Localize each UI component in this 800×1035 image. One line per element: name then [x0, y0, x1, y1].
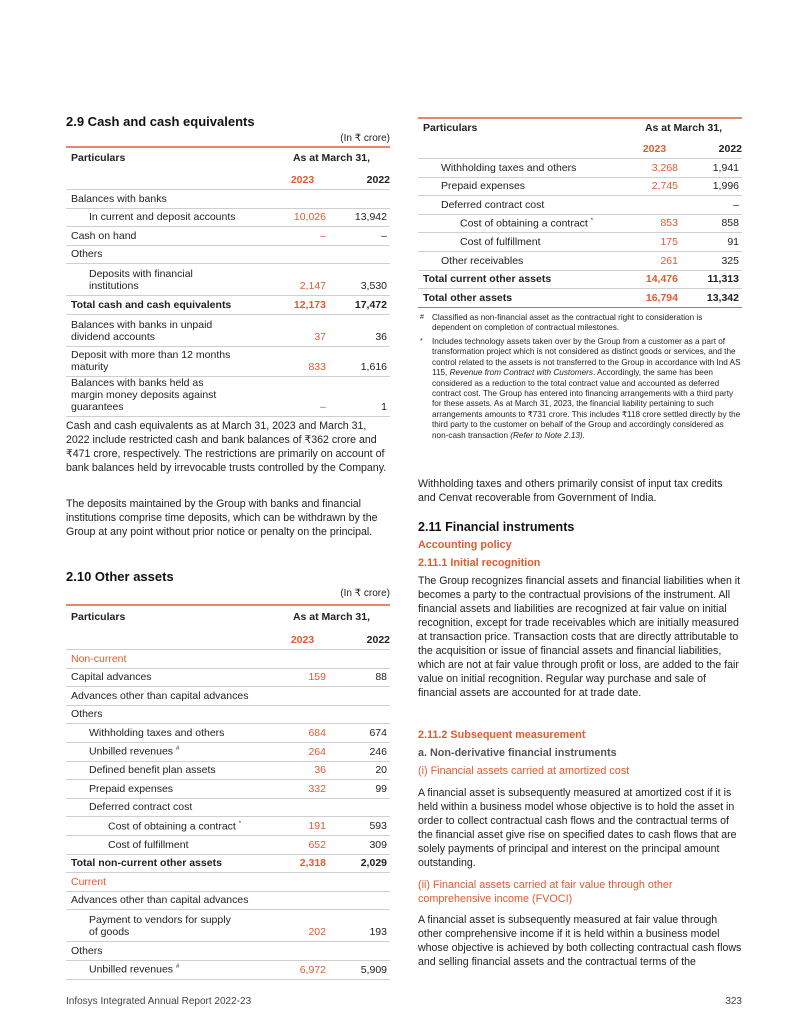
- table-row: Defined benefit plan assets 36 20: [66, 761, 390, 780]
- table-row: Deposit with more than 12 months maturity 833 1,616: [66, 347, 390, 377]
- footnote-hash: # Classified as non-financial asset as the contractual right to consideration is dependent on completion of contractual milestones.: [420, 313, 703, 333]
- table-row: In current and deposit accounts 10,026 13,942: [66, 208, 390, 227]
- year-2022: 2022: [332, 171, 390, 190]
- table-row: Advances other than capital advances: [66, 687, 390, 706]
- col-particulars: Particulars: [66, 605, 273, 631]
- table-row: Cash on hand – –: [66, 227, 390, 246]
- table-row: Deferred contract cost: [66, 798, 390, 817]
- cash-para-2: The deposits maintained by the Group with banks and financial institutions comprise time deposits, which can be withdrawn by the Group at any point without prior notice or penalty on the principal.: [66, 498, 378, 538]
- fvoci-heading: (ii) Financial assets carried at fair value through other comprehensive income (FVOCI): [418, 879, 673, 905]
- table-row: Others: [66, 942, 390, 961]
- table-row: Cost of obtaining a contract * 191 593: [66, 817, 390, 836]
- section-2-11-2-heading: 2.11.2 Subsequent measurement: [418, 729, 586, 741]
- year-2023: 2023: [273, 631, 332, 650]
- cash-table: [66, 146, 390, 417]
- year-2023: 2023: [273, 171, 332, 190]
- section-2-9-title: 2.9 Cash and cash equivalents: [66, 114, 255, 129]
- footnote-star: * Includes technology assets taken over by the Group from a customer as a part of transformation project which is not considered as distinct goods or services, and the control related to the assets is not transferred to the Group in accordance with Ind AS 115, Revenue from Contract with Customers. Accordingly, the same has been considered as a reduction to the total contract value and accounted as deferred contract cost. The Group has entered into financing arrangements with a third party for these assets. As at March 31, 2023, the financial liability pertaining to such arrangements amounts to ₹731 crore. This includes ₹118 crore settled directly by the third party to the customer on behalf of the Group and accordingly considered as non-cash transaction (Refer to Note 2.13).: [420, 337, 741, 440]
- cash-para-1: Cash and cash equivalents as at March 31, 2023 and March 31, 2022 include restricted cash and bank balances of ₹362 crore and ₹471 crore, respectively. The restrictions are primarily on account of bank balances held by irrevocable trusts controlled by the Company.: [66, 420, 387, 474]
- table-row: Balances with banks in unpaid dividend accounts 37 36: [66, 315, 390, 347]
- table-row: Payment to vendors for supply of goods 202 193: [66, 910, 390, 942]
- other-assets-table: [66, 604, 390, 980]
- table-row: Unbilled revenues # 264 246: [66, 743, 390, 762]
- col-particulars: Particulars: [418, 118, 625, 140]
- amortized-cost-heading: (i) Financial assets carried at amortized cost: [418, 765, 630, 777]
- col-asat: As at March 31,: [625, 118, 742, 140]
- col-particulars: Particulars: [66, 147, 273, 171]
- table-row: Prepaid expenses 332 99: [66, 780, 390, 799]
- table-row: Other receivables 261 325: [418, 252, 742, 271]
- non-derivative-heading: a. Non-derivative financial instruments: [418, 747, 617, 759]
- section-2-10-title: 2.10 Other assets: [66, 569, 174, 584]
- table-row-total: Total cash and cash equivalents 12,173 17,472: [66, 296, 390, 315]
- table-row: Deferred contract cost –: [418, 196, 742, 215]
- withholding-para: Withholding taxes and others primarily consist of input tax credits and Cenvat recoverable from Government of India.: [418, 478, 723, 504]
- amortized-cost-para: A financial asset is subsequently measured at amortized cost if it is held within a business model whose objective is to hold the asset in order to collect contractual cash flows and the contractual terms of the financial asset give rise on specified dates to cash flows that are solely payments of principal and interest on the principal amount outstanding.: [418, 787, 737, 869]
- table-row: Prepaid expenses 2,745 1,996: [418, 177, 742, 196]
- table-row: Withholding taxes and others 3,268 1,941: [418, 159, 742, 178]
- footer-report-title: Infosys Integrated Annual Report 2022-23: [66, 996, 252, 1007]
- table-row: Deposits with financial institutions 2,147 3,530: [66, 264, 390, 296]
- table-row: Withholding taxes and others 684 674: [66, 724, 390, 743]
- table-row: Cost of fulfillment 652 309: [66, 836, 390, 855]
- section-2-11-1-heading: 2.11.1 Initial recognition: [418, 557, 541, 569]
- year-2022: 2022: [684, 140, 742, 159]
- table-row-total: Total non-current other assets 2,318 2,029: [66, 854, 390, 873]
- table-row: Cost of obtaining a contract * 853 858: [418, 214, 742, 233]
- page-number: 323: [725, 996, 742, 1007]
- table-row: Unbilled revenues # 6,972 5,909: [66, 961, 390, 980]
- col-asat: As at March 31,: [273, 605, 390, 631]
- table-row: Others: [66, 705, 390, 724]
- table-row: Balances with banks: [66, 190, 390, 209]
- table-row: Others: [66, 245, 390, 264]
- current-assets-table: [418, 117, 742, 308]
- year-2022: 2022: [332, 631, 390, 650]
- table-row: Capital advances 159 88: [66, 668, 390, 687]
- fvoci-para: A financial asset is subsequently measured at fair value through other comprehensive income if it is held within a business model whose objective is achieved by both collecting contractual cash flows and selling financial assets and the contractual terms of the: [418, 914, 742, 968]
- table-row: Balances with banks held as margin money deposits against guarantees – 1: [66, 377, 390, 417]
- table-row: Advances other than capital advances: [66, 891, 390, 910]
- table-row-section: Non-current: [66, 650, 390, 669]
- table-row: Cost of fulfillment 175 91: [418, 233, 742, 252]
- unit-label: (In ₹ crore): [340, 133, 390, 144]
- accounting-policy-heading: Accounting policy: [418, 539, 512, 551]
- table-row-section: Current: [66, 873, 390, 892]
- unit-label: (In ₹ crore): [340, 588, 390, 599]
- table-row-total: Total current other assets 14,476 11,313: [418, 270, 742, 289]
- section-2-11-title: 2.11 Financial instruments: [418, 520, 575, 534]
- year-2023: 2023: [625, 140, 684, 159]
- table-row-total: Total other assets 16,794 13,342: [418, 289, 742, 308]
- col-asat: As at March 31,: [273, 147, 390, 171]
- initial-recognition-para: The Group recognizes financial assets and financial liabilities when it becomes a party to the contractual provisions of the instrument. All financial assets and liabilities are recognized at fair value on initial recognition, except for trade receivables which are initially measured at transaction price. Transaction costs that are directly attributable to the acquisition or issue of financial assets and financial liabilities, which are not at fair value through profit or loss, are added to the fair value on initial recognition. Regular way purchase and sale of financial assets are accounted for at trade date.: [418, 575, 741, 699]
